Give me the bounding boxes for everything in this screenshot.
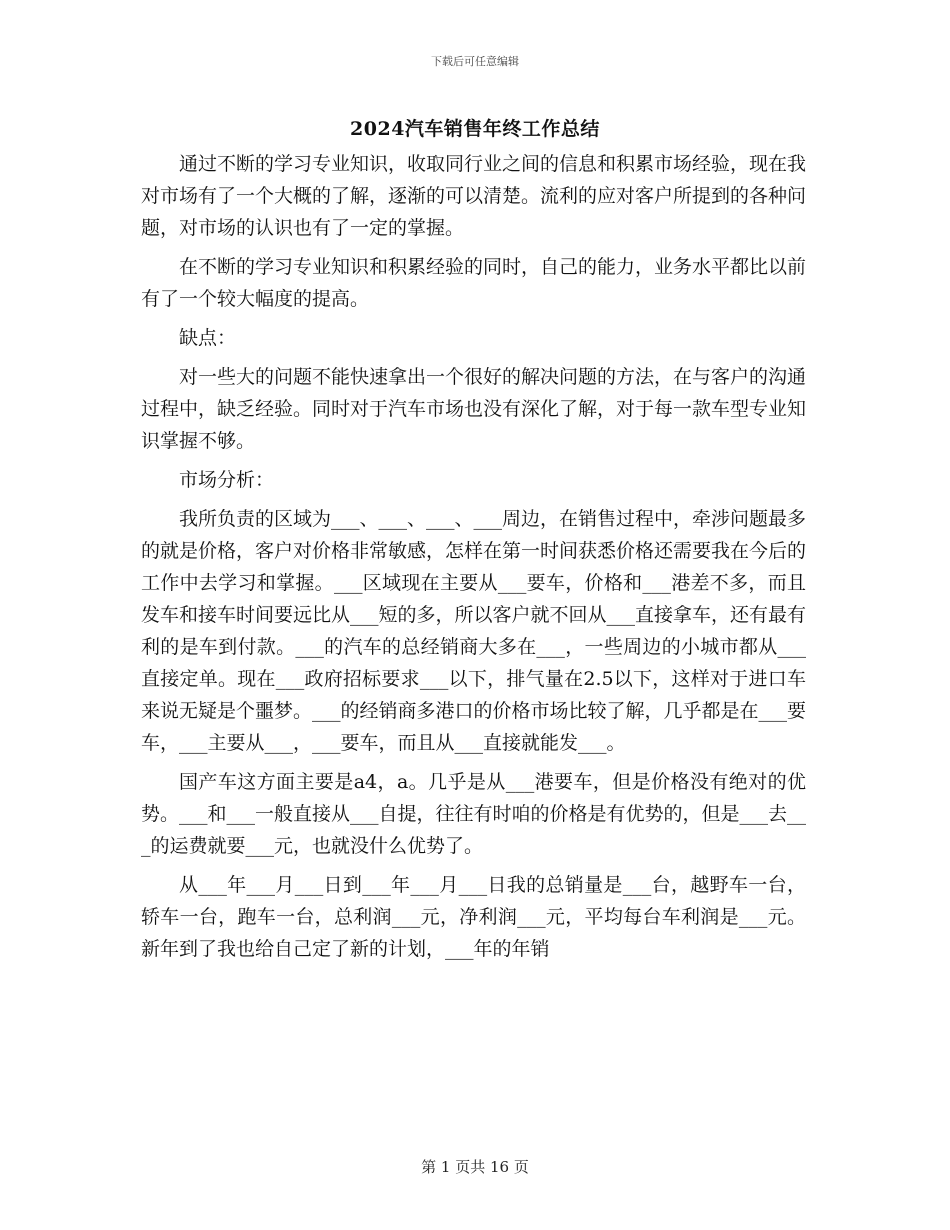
paragraph-market-region: 我所负责的区域为___、___、___、___周边，在销售过程中，牵涉问题最多的就是价格，客户对价格非常敏感，怎样在第一时间获悉价格还需要我在今后的工作中去学习和掌握。___区域现在主要从___要车，价格和___港差不多，而且发车和接车时间要远比从___短的多，所以客户就不回从___直接拿车，还有最有利的是车到付款。___的汽车的总经销商大多在___，一些周边的小城市都从___直接定单。现在___政府招标要求___以下，排气量在2.5以下，这样对于进口车来说无疑是个噩梦。___的经销商多港口的价格市场比较了解，几乎都是在___要车，___主要从___，___要车，而且从___直接就能发___。 <box>141 508 807 754</box>
heading-market-analysis: 市场分析： <box>179 469 275 491</box>
paragraph-ability: 在不断的学习专业知识和积累经验的同时，自己的能力，业务水平都比以前有了一个较大幅度的提高。 <box>141 256 807 310</box>
paragraph-study: 通过不断的学习专业知识，收取同行业之间的信息和积累市场经验，现在我对市场有了一个大概的了解，逐渐的可以清楚。流利的应对客户所提到的各种问题，对市场的认识也有了一定的掌握。 <box>141 153 807 239</box>
document-title: 2024汽车销售年终工作总结 <box>350 118 600 140</box>
paragraph-shortcomings: 对一些大的问题不能快速拿出一个很好的解决问题的方法，在与客户的沟通过程中，缺乏经验。同时对于汽车市场也没有深化了解，对于每一款车型专业知识掌握不够。 <box>141 366 807 452</box>
heading-shortcomings: 缺点： <box>179 327 237 349</box>
page-number: 第 1 页共 16 页 <box>421 1158 529 1176</box>
header-note: 下载后可任意编辑 <box>431 55 519 68</box>
paragraph-domestic-cars: 国产车这方面主要是a4，a。几乎是从___港要车，但是价格没有绝对的优势。___和___一般直接从___自提，往往有时咱的价格是有优势的，但是___去___的运费就要___元，也就没什么优势了。 <box>141 771 807 857</box>
paragraph-sales-figures: 从___年___月___日到___年___月___日我的总销量是___台，越野车一台，轿车一台，跑车一台，总利润___元，净利润___元，平均每台车利润是___元。新年到了我也给自己定了新的计划，___年的年销 <box>141 874 806 960</box>
document-body <box>141 148 806 972</box>
